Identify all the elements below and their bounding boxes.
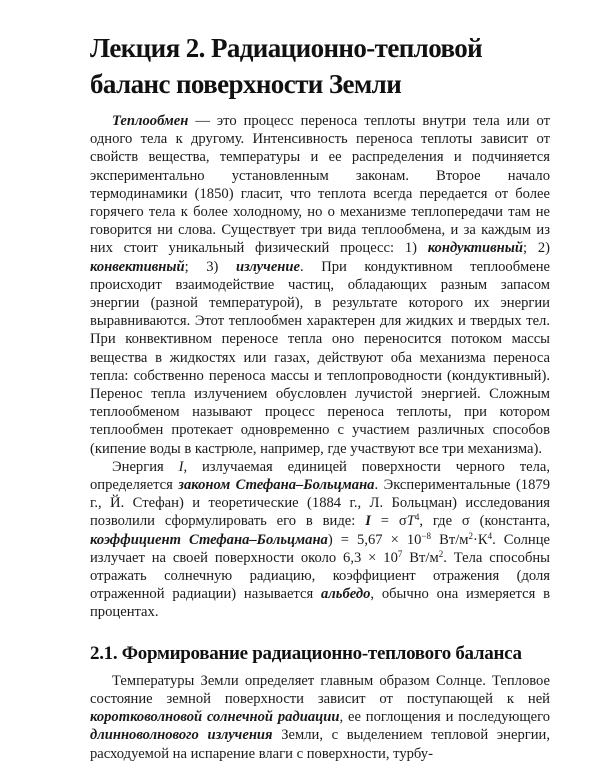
key-term: Теплообмен [112, 113, 189, 129]
math-variable: I [178, 458, 184, 475]
text-run: , где σ (константа, [419, 513, 550, 530]
text-run: Температуры Земли определяет главным образом Солнце. Тепловое состояние земной поверхности зависит от поступающей к ней [90, 672, 550, 707]
text-run: ; 2) [523, 240, 550, 257]
math-variable: I [365, 513, 371, 530]
key-term: коротковолновой солнечной радиации [90, 709, 340, 726]
text-run: ) = 5,67 × 10 [327, 531, 422, 548]
key-term: излучение [235, 258, 300, 275]
text-run: Энергия [112, 458, 179, 475]
text-run: , ее поглощения и последующего [339, 709, 550, 726]
key-term: длинноволнового излучения [90, 727, 273, 744]
text-run: , обычно она измеряется в процентах. [90, 586, 550, 621]
paragraph-stefan-boltzmann [90, 458, 550, 622]
superscript: 4 [414, 512, 420, 523]
key-term: альбедо [320, 586, 371, 603]
text-run: Вт/м [402, 549, 439, 566]
text-run: . При кондуктивном теплообмене происходит взаимодействие частиц, обладающих разным запасом энергии (разной температурой), в результате которого их энергии выравниваются. Этот теплообмен характерен для жидких и твердых тел. При конвективном переносе тепла оно переносится потоком массы вещества в жидкостях или газах, действуют оба механизма переноса тепла: собственно переноса массы и теплопроводности (кондуктивный). Перенос тепла излучением обусловлен лучистой энергией. Сложным теплообменом называют процесс переноса теплоты, при котором теплообмен протекает одновременно с участием различных способов (кипение воды в кастрюле, например, где участвуют все три механизма). [90, 258, 550, 457]
text-run: Вт/м [431, 531, 469, 548]
superscript: 7 [397, 548, 403, 559]
text-run: Земли, с выделением тепловой энергии, расходуемой на испарение влаги с поверхности, турбу- [90, 727, 550, 762]
paragraph-heat-exchange [90, 112, 550, 458]
lecture-title: Лекция 2. Радиационно-тепловой баланс поверхности Земли [90, 33, 483, 99]
text-run: ·К [473, 531, 488, 548]
text-run: ; 3) [184, 258, 236, 275]
text-run: . Солнце излучает на своей поверхности около 6,3 × 10 [90, 531, 550, 566]
superscript: 2 [468, 530, 473, 541]
text-run: — это процесс переноса теплоты внутри тела или от одного тела к другому. Интенсивность переноса теплоты зависит от свойств вещества, температуры и ее распределения и подчиняется экспериментально установленным законам. Второе начало термодинамики (1850) гласит, что теплота всегда передается от более горячего тела к более холодному, но о механизме теплопередачи там не говорится ни слова. Существует три вида теплообмена, и за каждым из них стоит уникальный физический процесс: 1) [90, 113, 550, 257]
body-text [90, 112, 550, 763]
text-run: = σ [370, 513, 407, 530]
superscript: −8 [421, 530, 432, 541]
key-term: кондуктивный [427, 240, 524, 257]
key-term: законом Стефана–Больцмана [178, 477, 375, 494]
paragraph-earth-temperature [90, 672, 550, 763]
key-term: конвективный [90, 258, 185, 275]
key-term: коэффициент Стефана–Больцмана [90, 531, 328, 548]
math-variable: T [406, 513, 415, 530]
superscript: 2 [438, 548, 444, 559]
superscript: 4 [487, 530, 493, 541]
section-title: 2.1. Формирование радиационно-теплового баланса [90, 642, 522, 664]
text-run: . Экспериментальные (1879 г., Й. Стефан) и теоретические (1884 г., Л. Больцман) исследования позволили сформулировать его в виде: [90, 477, 550, 530]
text-run: , излучаемая единицей поверхности черного тела, определяется [90, 458, 550, 494]
text-run: . Тела способны отражать солнечную радиацию, коэффициент отражения (доля отраженной радиации) называется [90, 549, 550, 603]
